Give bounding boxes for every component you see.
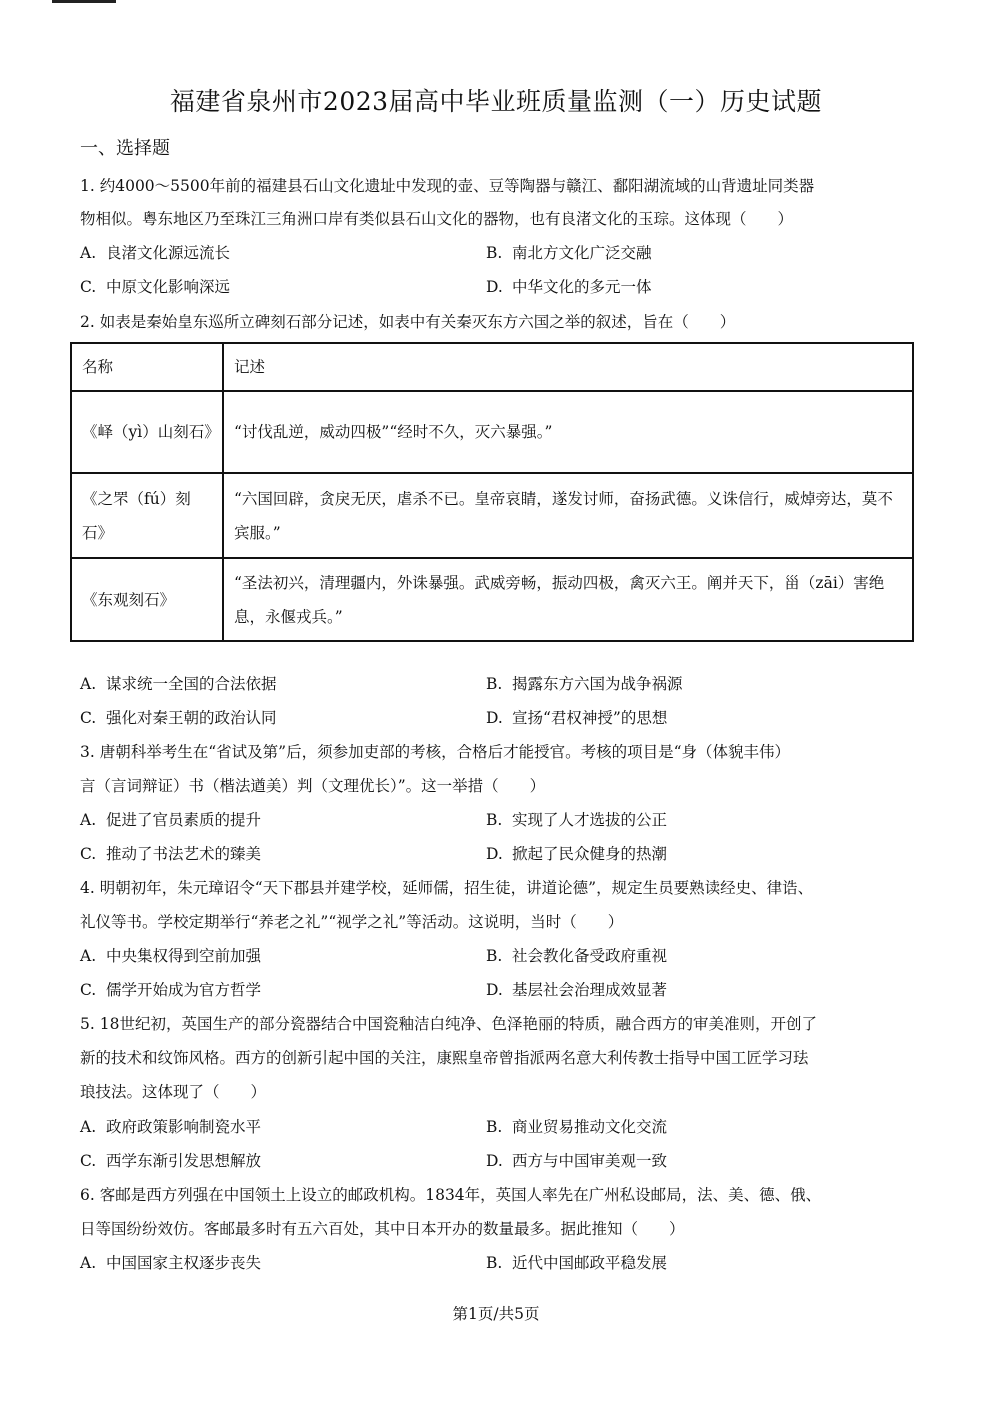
inscription-table: [70, 342, 914, 642]
q3-option-a[interactable]: A. 促进了官员素质的提升: [80, 811, 262, 829]
q5-option-a[interactable]: A. 政府政策影响制瓷水平: [80, 1118, 262, 1136]
q2-stem: 2. 如表是秦始皇东巡所立碑刻石部分记述，如表中有关秦灭东方六国之举的叙述，旨在（ ）: [80, 313, 736, 331]
q3-stem-line2: 言（言词辩证）书（楷法遒美）判（文理优长）”。这一举措（ ）: [80, 777, 546, 795]
q3-stem-line1: 3. 唐朝科举考生在“省试及第”后，须参加吏部的考核，合格后才能授官。考核的项目是“身（体貌丰伟）: [80, 743, 790, 761]
q4-option-d[interactable]: D. 基层社会治理成效显著: [486, 981, 668, 999]
q4-option-a[interactable]: A. 中央集权得到空前加强: [80, 947, 262, 965]
header-name: 名称: [71, 343, 223, 391]
q5-option-c[interactable]: C. 西学东渐引发思想解放: [80, 1152, 262, 1170]
q6-stem-line2: 日等国纷纷效仿。客邮最多时有五六百处，其中日本开办的数量最多。据此推知（ ）: [80, 1220, 685, 1238]
table-header-row: [71, 343, 913, 391]
table-row: [71, 558, 913, 641]
q4-stem-line1: 4. 明朝初年，朱元璋诏令“天下郡县并建学校，延师儒，招生徒，讲道论德”，规定生员要熟读经史、律诰、: [80, 879, 814, 897]
row-text: “讨伐乱逆，威动四极”“经时不久，灭六暴强。”: [223, 391, 913, 473]
header-mark: [52, 0, 116, 3]
q5-stem-line2: 新的技术和纹饰风格。西方的创新引起中国的关注，康熙皇帝曾指派两名意大利传教士指导中国工匠学习珐: [80, 1049, 809, 1067]
q3-option-c[interactable]: C. 推动了书法艺术的臻美: [80, 845, 262, 863]
row-name: 《之罘（fú）刻石》: [71, 473, 223, 558]
page-title: 福建省泉州市2023届高中毕业班质量监测（一）历史试题: [169, 87, 823, 116]
q6-option-b[interactable]: B. 近代中国邮政平稳发展: [486, 1254, 668, 1272]
q4-stem-line2: 礼仪等书。学校定期举行“养老之礼”“视学之礼”等活动。这说明，当时（ ）: [80, 913, 624, 931]
q2-option-b[interactable]: B. 揭露东方六国为战争祸源: [486, 675, 683, 693]
q4-option-b[interactable]: B. 社会教化备受政府重视: [486, 947, 668, 965]
q1-option-c[interactable]: C. 中原文化影响深远: [80, 278, 231, 296]
q5-stem-line1: 5. 18世纪初，英国生产的部分瓷器结合中国瓷釉洁白纯净、色泽艳丽的特质，融合西方的审美准则，开创了: [80, 1015, 817, 1033]
q2-option-c[interactable]: C. 强化对秦王朝的政治认同: [80, 709, 277, 727]
q1-option-a[interactable]: A. 良渚文化源远流长: [80, 244, 231, 262]
section-heading: 一、选择题: [80, 138, 170, 159]
q1-stem-line1: 1. 约4000～5500年前的福建县石山文化遗址中发现的壶、豆等陶器与赣江、鄱阳湖流域的山背遗址同类器: [80, 177, 815, 195]
q3-option-b[interactable]: B. 实现了人才选拔的公正: [486, 811, 668, 829]
q5-option-d[interactable]: D. 西方与中国审美观一致: [486, 1152, 668, 1170]
q6-option-a[interactable]: A. 中国国家主权逐步丧失: [80, 1254, 262, 1272]
q1-option-d[interactable]: D. 中华文化的多元一体: [486, 278, 652, 296]
q2-option-d[interactable]: D. 宣扬“君权神授”的思想: [486, 709, 668, 727]
row-text: “圣法初兴，清理疆内，外诛暴强。武威旁畅，振动四极，禽灭六王。阐并天下，甾（zāi）害绝息，永偃戎兵。”: [223, 558, 913, 641]
row-text: “六国回辟，贪戾无厌，虐杀不已。皇帝哀睛，遂发讨师，奋扬武德。义诛信行，威焯旁达，莫不宾服。”: [223, 473, 913, 558]
table-row: [71, 391, 913, 473]
q6-stem-line1: 6. 客邮是西方列强在中国领土上设立的邮政机构。1834年，英国人率先在广州私设邮局，法、美、德、俄、: [80, 1186, 822, 1204]
q4-option-c[interactable]: C. 儒学开始成为官方哲学: [80, 981, 262, 999]
row-name: 《东观刻石》: [71, 558, 223, 641]
header-record: 记述: [223, 343, 913, 391]
q5-option-b[interactable]: B. 商业贸易推动文化交流: [486, 1118, 668, 1136]
q3-option-d[interactable]: D. 掀起了民众健身的热潮: [486, 845, 668, 863]
q5-stem-line3: 琅技法。这体现了（ ）: [80, 1083, 267, 1101]
table-row: [71, 473, 913, 558]
q1-option-b[interactable]: B. 南北方文化广泛交融: [486, 244, 652, 262]
q1-stem-line2: 物相似。粤东地区乃至珠江三角洲口岸有类似县石山文化的器物，也有良渚文化的玉琮。这体现（ ）: [80, 210, 794, 228]
q2-option-a[interactable]: A. 谋求统一全国的合法依据: [80, 675, 277, 693]
page-number: 第1页/共5页: [452, 1305, 540, 1323]
row-name: 《峄（yì）山刻石》: [71, 391, 223, 473]
